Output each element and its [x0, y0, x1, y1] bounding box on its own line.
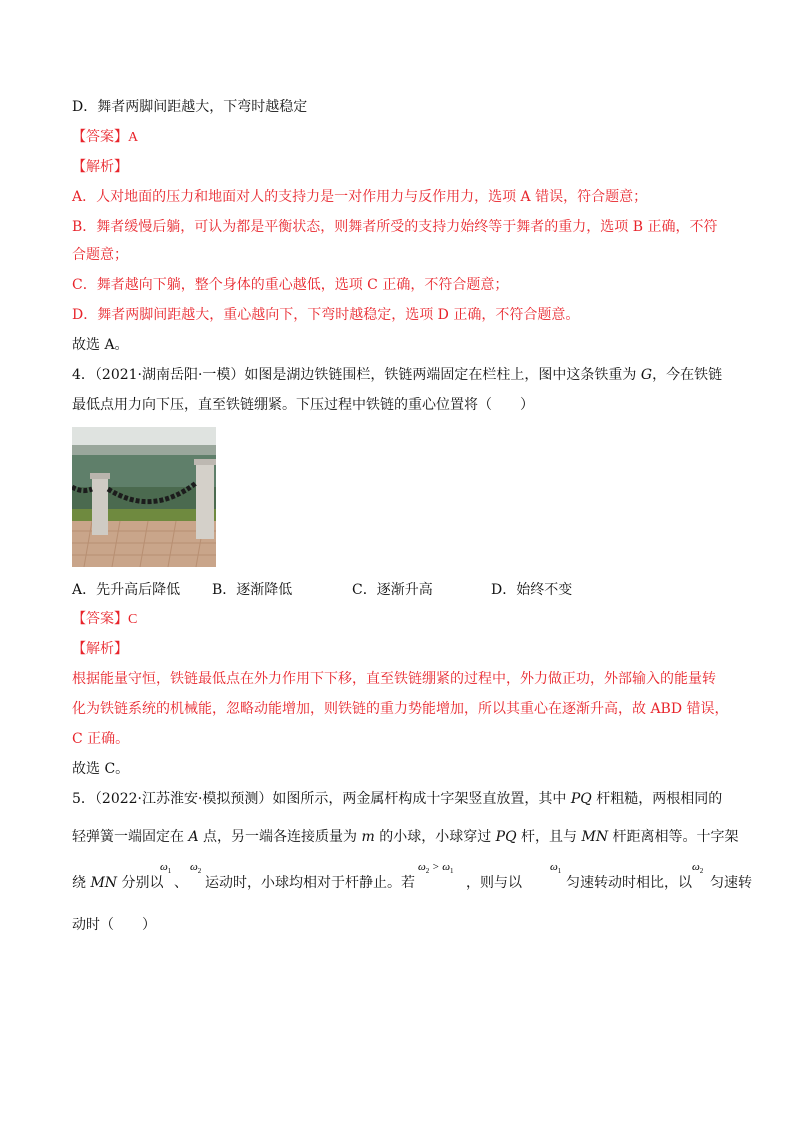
- q4-analysis-line: C 正确。: [72, 731, 130, 747]
- answer-value: C: [128, 612, 138, 627]
- q4-option-d: D．始终不变: [491, 582, 573, 598]
- q4-analysis-line: 根据能量守恒，铁链最低点在外力作用下下移，直至铁链绷紧的过程中，外力做正功，外部输入的能量转: [72, 671, 716, 687]
- q3-option-d: D．舞者两脚间距越大，下弯时越稳定: [72, 99, 308, 115]
- omega2-symbol: $\omega_2$: [692, 861, 704, 876]
- q3-answer: [72, 127, 138, 148]
- q5-line3-seg1: 绕 MN 分别以: [72, 875, 164, 891]
- answer-value: A: [128, 130, 139, 145]
- q3-analysis-line: B．舞者缓慢后躺，可认为都是平衡状态，则舞者所受的支持力始终等于舞者的重力，选项 B 正确，不符: [72, 219, 718, 235]
- q3-analysis-label: 【解析】: [72, 159, 128, 175]
- q4-option-c: C．逐渐升高: [352, 582, 433, 598]
- omega1-symbol: $\omega_1$: [160, 861, 172, 876]
- q3-analysis-line: 合题意；: [72, 247, 128, 263]
- q3-conclusion: 故选 A。: [72, 337, 129, 353]
- q5-stem-line4: 动时（ ）: [72, 917, 156, 933]
- answer-label: 【答案】: [72, 129, 128, 145]
- q5-line3-seg3: 运动时，小球均相对于杆静止。若: [205, 875, 415, 891]
- q4-stem-line2: 最低点用力向下压，直至铁链绷紧。下压过程中铁链的重心位置将（ ）: [72, 397, 534, 413]
- answer-label: 【答案】: [72, 611, 128, 627]
- q4-analysis-label: 【解析】: [72, 641, 128, 657]
- omega-inequality: $\omega_2 > \omega_1$: [418, 861, 454, 876]
- omega2-symbol: $\omega_2$: [190, 861, 202, 876]
- q5-line3-seg2: 、: [174, 875, 188, 891]
- q5-line3-seg4: ，则与以: [466, 875, 522, 891]
- q4-stem-line1: 4．（2021·湖南岳阳·一模）如图是湖边铁链围栏，铁链两端固定在栏柱上，图中这条铁重为 G，今在铁链: [72, 367, 723, 383]
- omega1-symbol: $\omega_1$: [550, 861, 562, 876]
- q5-line3-seg5: 匀速转动时相比，以: [566, 875, 692, 891]
- q4-option-a: A．先升高后降低: [72, 582, 181, 598]
- q4-answer: [72, 609, 137, 630]
- q4-analysis-line: 化为铁链系统的机械能，忽略动能增加，则铁链的重力势能增加，所以其重心在逐渐升高，故 ABD 错误，: [72, 701, 729, 717]
- q3-analysis-line: A．人对地面的压力和地面对人的支持力是一对作用力与反作用力，选项 A 错误，符合题意；: [72, 189, 648, 205]
- q3-analysis-line: D．舞者两脚间距越大，重心越向下，下弯时越稳定，选项 D 正确，不符合题意。: [72, 307, 580, 323]
- lakeside-chain-fence-photo: [72, 427, 216, 567]
- var-g: G: [640, 367, 653, 383]
- q5-stem-line2: 轻弹簧一端固定在 A 点，另一端各连接质量为 m 的小球，小球穿过 PQ 杆，且与 MN 杆距离相等。十字架: [72, 829, 739, 845]
- q3-analysis-line: C．舞者越向下躺，整个身体的重心越低，选项 C 正确，不符合题意；: [72, 277, 509, 293]
- q5-stem-line1: 5．（2022·江苏淮安·模拟预测）如图所示，两金属杆构成十字架竖直放置，其中 PQ 杆粗糙，两根相同的: [72, 791, 723, 807]
- q4-conclusion: 故选 C。: [72, 761, 130, 777]
- q5-line3-seg6: 匀速转: [710, 875, 752, 891]
- q4-option-b: B．逐渐降低: [212, 582, 293, 598]
